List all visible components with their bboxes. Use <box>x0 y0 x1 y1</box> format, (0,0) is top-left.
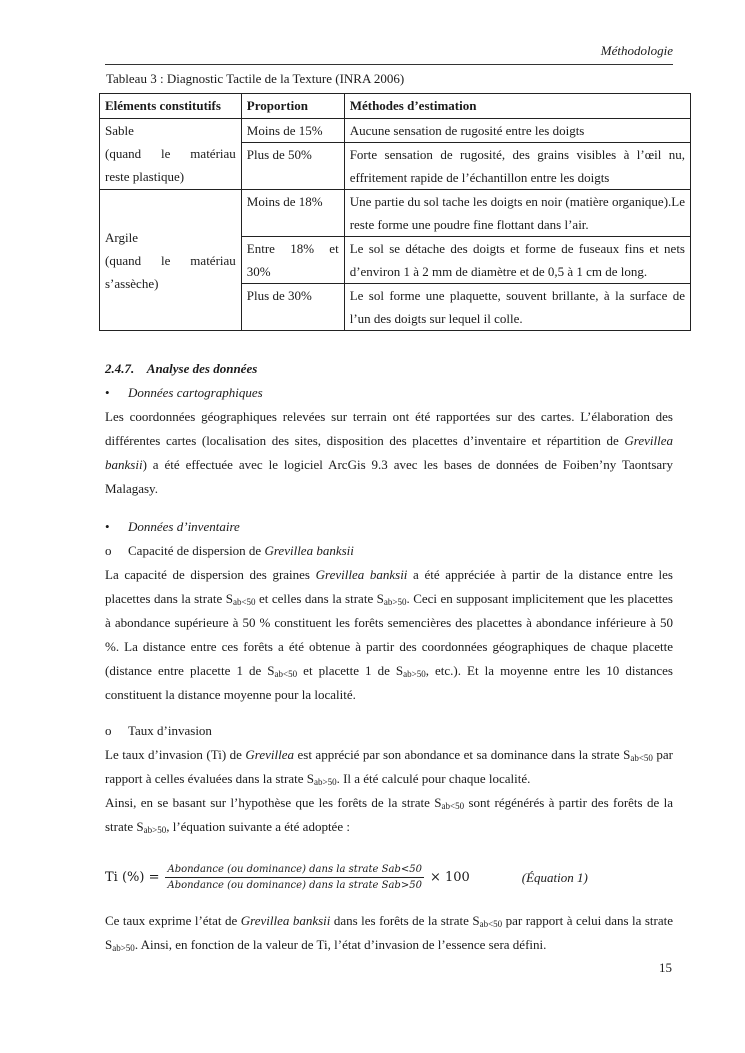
element-condition-cont: reste plastique) <box>105 169 185 184</box>
proportion-cell: Entre 18% et 30% <box>241 237 344 284</box>
proportion-cell: Plus de 50% <box>241 143 344 190</box>
bullet-carto <box>105 381 673 405</box>
col-header-methods: Méthodes d’estimation <box>344 94 690 119</box>
page-number: 15 <box>659 960 672 975</box>
circle-bullet-dispersion <box>105 539 673 563</box>
paragraph-carto: Les coordonnées géographiques relevées sur terrain ont été rapportées sur des cartes. L’élaboration des différentes cartes (localisation des sites, disposition des placettes d’inventaire et répartition de Grevillea banksii) a été effectuée avec le logiciel ArcGis 9.3 avec les bases de données de Foiben’ny Taontsary Malagasy. <box>105 409 673 496</box>
method-cell: Le sol forme une plaquette, souvent brillante, à la surface de l’un des doigts sur lequel il colle. <box>344 284 690 331</box>
closing-paragraph: Ce taux exprime l’état de Grevillea banksii dans les forêts de la strate $S_{ab<50}$ par rapport à celui dans la strate $S_{ab>50}$. Ainsi, en fonction de la valeur de Ti, l’état d’invasion de l’essence sera défini. <box>105 913 673 953</box>
paragraph-taux-1: Le taux d’invasion (Ti) de Grevillea est apprécié par son abondance et sa dominance dans la strate $S_{ab<50}$ par rapport à celles évaluées dans la strate $S_{ab>50}$. Il a été calculé pour chaque localité. <box>105 747 674 787</box>
bullet-icon: • <box>105 385 110 400</box>
table-row <box>100 119 691 143</box>
bullet-icon: • <box>105 519 110 534</box>
element-condition-cont: s’assèche) <box>105 275 159 291</box>
subsection-title: Données cartographiques <box>128 385 263 400</box>
element-cell-sable <box>100 119 242 190</box>
element-condition: (quand le matériau <box>105 252 236 268</box>
circle-bullet-icon: o <box>105 723 112 738</box>
paragraph-taux-2: Ainsi, en se basant sur l’hypothèse que les forêts de la strate $S_{ab<50}$ sont régénérés à partir des forêts de la strate $S_{ab>50}$, l’équation suivante a été adoptée : <box>105 795 673 835</box>
equation-numerator: Abondance (ou dominance) dans la strate Sab<50 <box>165 864 423 878</box>
equation-lhs: Ti (%) = <box>105 870 160 885</box>
method-cell: Forte sensation de rugosité, des grains visibles à l’œil nu, effritement rapide de l’échantillon entre les doigts <box>344 143 690 190</box>
circle-bullet-icon: o <box>105 543 112 558</box>
bullet-inventaire <box>105 515 673 539</box>
equation-multiplier: × 100 <box>429 870 470 885</box>
analysis-section <box>105 357 673 839</box>
equation-label: (Équation 1) <box>521 869 588 885</box>
texture-table <box>99 93 691 331</box>
subsection-title: Données d’inventaire <box>128 519 240 534</box>
item-title: Capacité de dispersion de Grevillea banksii <box>128 543 354 558</box>
running-header: Méthodologie <box>600 43 673 58</box>
proportion-cell: Moins de 15% <box>241 119 344 143</box>
element-name: Sable <box>105 123 134 138</box>
method-cell: Le sol se détache des doigts et forme de fuseaux fins et nets d’environ 1 à 2 mm de diamètre et de 0,5 à 1 cm de long. <box>344 237 690 284</box>
item-title: Taux d’invasion <box>128 723 212 738</box>
section-heading: 2.4.7. Analyse des données <box>105 361 258 376</box>
proportion-cell: Plus de 30% <box>241 284 344 331</box>
element-condition: (quand le matériau <box>105 146 236 161</box>
col-header-proportion: Proportion <box>241 94 344 119</box>
proportion-cell: Moins de 18% <box>241 190 344 237</box>
table-row <box>100 190 691 237</box>
table-header-row <box>100 94 691 119</box>
equation-denominator: Abondance (ou dominance) dans la strate Sab>50 <box>167 880 422 891</box>
paragraph-dispersion: La capacité de dispersion des graines Grevillea banksii a été appréciée à partir de la distance entre les placettes dans la strate $S_{ab<50}$ et celles dans la strate $S_{ab>50}$. Ceci en supposant implicitement que les placettes à abondance supérieure à 50 % constituent les forêts semencières des placettes à abondance inférieure à 50 %. La distance entre ces forêts a été obtenue à partir des coordonnées géographiques de chaque placette (distance entre placette 1 de $S_{ab<50}$ et placette 1 de $S_{ab>50}$, etc.). Et la moyenne entre les 10 distances constituent la distance moyenne pour la localité. <box>105 567 673 702</box>
element-cell-argile <box>100 190 242 331</box>
method-cell: Aucune sensation de rugosité entre les doigts <box>344 119 690 143</box>
table-caption: Tableau 3 : Diagnostic Tactile de la Texture (INRA 2006) <box>106 71 405 86</box>
header-rule <box>105 64 673 65</box>
circle-bullet-taux <box>105 719 673 743</box>
equation-1 <box>105 864 588 891</box>
col-header-elements: Eléments constitutifs <box>100 94 242 119</box>
equation-fraction <box>165 864 423 891</box>
element-name: Argile <box>105 229 138 245</box>
method-cell: Une partie du sol tache les doigts en noir (matière organique).Le reste forme une poudre fine flottant dans l’air. <box>344 190 690 237</box>
